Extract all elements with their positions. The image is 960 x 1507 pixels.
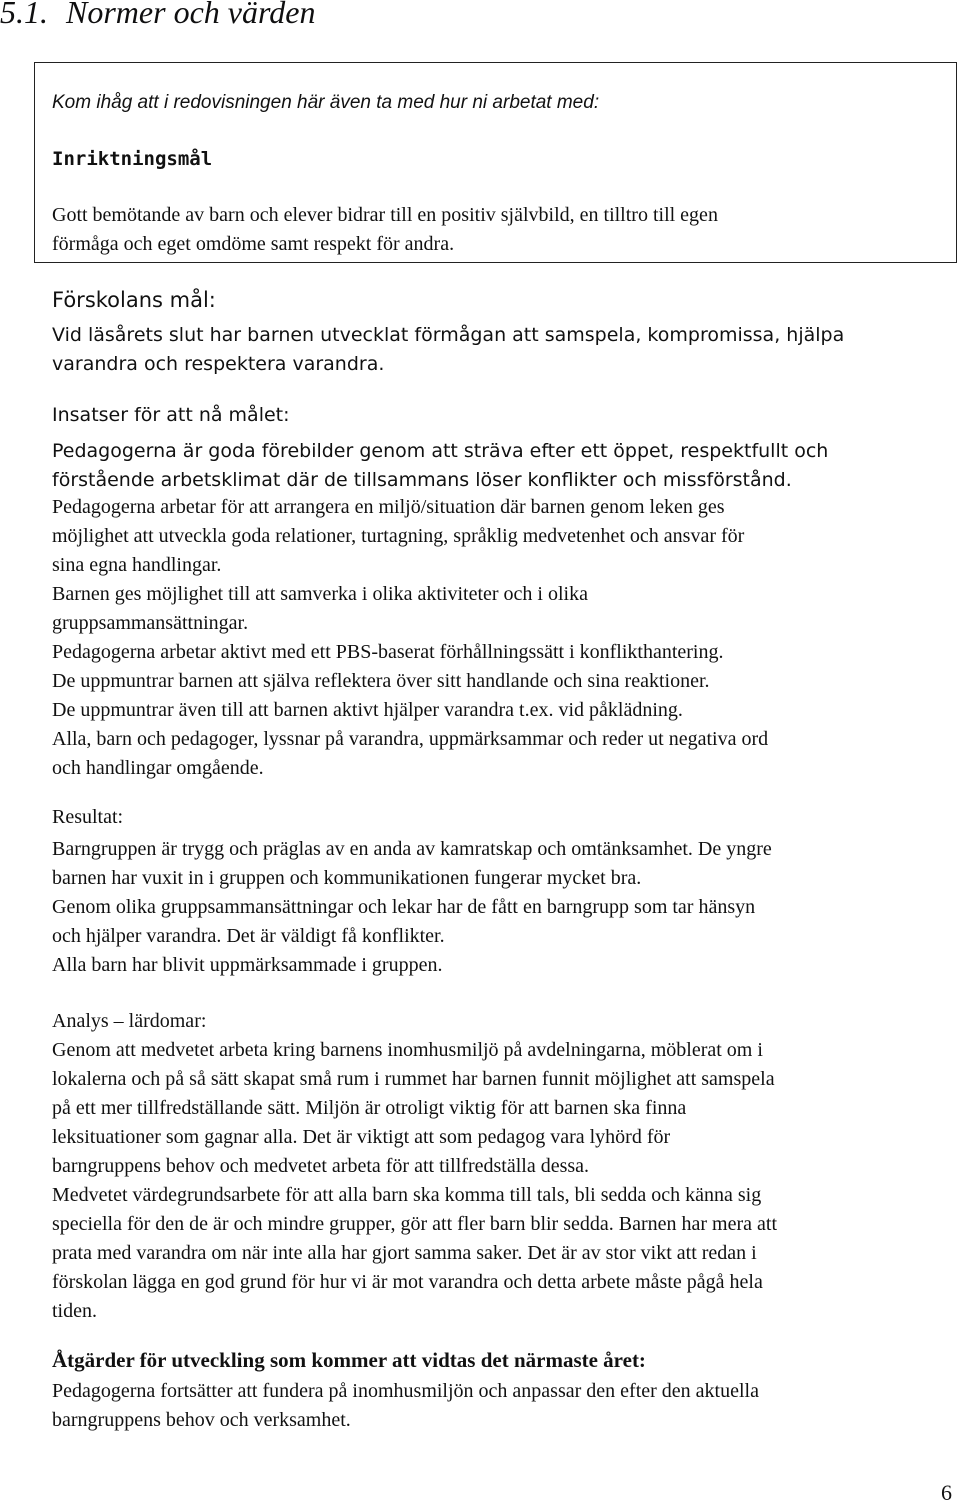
- text-line: speciella för den de är och mindre grupper, gör att fler barn blir sedda. Barnen har mera att: [52, 1213, 777, 1235]
- text-line: barngruppens behov och verksamhet.: [52, 1409, 351, 1431]
- page-number: 6: [941, 1480, 952, 1505]
- text-line: leksituationer som gagnar alla. Det är viktigt att som pedagog vara lyhörd för: [52, 1126, 671, 1148]
- text-line: på ett mer tillfredställande sätt. Miljön är otroligt viktig för att barnen ska finna: [52, 1097, 687, 1119]
- text-line: Vid läsårets slut har barnen utvecklat förmågan att samspela, kompromissa, hjälpa: [52, 324, 845, 346]
- text-line: förskolan lägga en god grund för hur vi är mot varandra och detta arbete måste pågå hela: [52, 1271, 763, 1293]
- text-line: förstående arbetsklimat där de tillsammans löser konflikter och missförstånd.: [52, 469, 792, 491]
- analys-text: [52, 1036, 777, 1326]
- text-line: gruppsammansättningar.: [52, 612, 249, 634]
- text-line: lokalerna och på så sätt skapat små rum i rummet har barnen funnit möjlighet att samspela: [52, 1068, 775, 1090]
- atgarder-heading: Åtgärder för utveckling som kommer att vidtas det närmaste året:: [52, 1348, 646, 1372]
- text-line: förmåga och eget omdöme samt respekt för andra.: [52, 233, 455, 255]
- page-title: [0, 0, 315, 31]
- atgarder-text: [52, 1377, 759, 1435]
- text-line: De uppmuntrar barnen att själva reflektera över sitt handlande och sina reaktioner.: [52, 670, 710, 692]
- text-line: varandra och respektera varandra.: [52, 353, 385, 375]
- text-line: tiden.: [52, 1300, 97, 1322]
- text-line: och hjälper varandra. Det är väldigt få konflikter.: [52, 925, 445, 947]
- box-right-border: [956, 62, 957, 262]
- text-line: barngruppens behov och medvetet arbeta för att tillfredställa dessa.: [52, 1155, 590, 1177]
- text-line: Barngruppen är trygg och präglas av en anda av kamratskap och omtänksamhet. De yngre: [52, 838, 772, 860]
- inriktningsmal-text: [52, 201, 718, 259]
- insatser-heading: Insatser för att nå målet:: [52, 404, 290, 426]
- text-line: Pedagogerna arbetar aktivt med ett PBS-baserat förhållningssätt i konflikthantering.: [52, 641, 724, 663]
- section-number: 5.1.: [0, 0, 48, 30]
- text-line: Pedagogerna är goda förebilder genom att sträva efter ett öppet, respektfullt och: [52, 440, 829, 462]
- text-line: Alla, barn och pedagoger, lyssnar på varandra, uppmärksammar och reder ut negativa ord: [52, 728, 769, 750]
- text-line: Medvetet värdegrundsarbete för att alla barn ska komma till tals, bli sedda och känna sig: [52, 1184, 762, 1206]
- text-line: Alla barn har blivit uppmärksammade i gruppen.: [52, 954, 443, 976]
- text-line: De uppmuntrar även till att barnen aktivt hjälper varandra t.ex. vid påklädning.: [52, 699, 683, 721]
- text-line: Genom att medvetet arbeta kring barnens inomhusmiljö på avdelningarna, möblerat om i: [52, 1039, 763, 1061]
- text-line: Barnen ges möjlighet till att samverka i olika aktiviteter och i olika: [52, 583, 588, 605]
- resultat-text: [52, 835, 772, 980]
- text-line: Genom olika gruppsammansättningar och lekar har de fått en barngrupp som tar hänsyn: [52, 896, 756, 918]
- insatser-text: [52, 493, 768, 783]
- box-note: Kom ihåg att i redovisningen här även ta med hur ni arbetat med:: [52, 92, 600, 113]
- box-left-border: [34, 62, 35, 262]
- text-line: prata med varandra om när inte alla har gjort samma saker. Det är av stor vikt att redan i: [52, 1242, 757, 1264]
- box-top-border: [34, 62, 957, 63]
- text-line: och handlingar omgående.: [52, 757, 264, 779]
- text-line: möjlighet att utveckla goda relationer, turtagning, språklig medvetenhet och ansvar för: [52, 525, 745, 547]
- text-line: barnen har vuxit in i gruppen och kommunikationen fungerar mycket bra.: [52, 867, 642, 889]
- resultat-heading: Resultat:: [52, 806, 124, 828]
- forskolans-mal-heading: Förskolans mål:: [52, 288, 216, 312]
- forskolans-mal-text: [52, 321, 844, 379]
- inriktningsmal-heading: Inriktningsmål: [52, 148, 213, 170]
- section-title: Normer och värden: [66, 0, 316, 30]
- text-line: sina egna handlingar.: [52, 554, 222, 576]
- analys-heading: Analys – lärdomar:: [52, 1010, 207, 1032]
- text-line: Pedagogerna fortsätter att fundera på inomhusmiljön och anpassar den efter den aktuella: [52, 1380, 759, 1402]
- text-line: Pedagogerna arbetar för att arrangera en miljö/situation där barnen genom leken ges: [52, 496, 725, 518]
- box-bottom-border: [34, 262, 957, 263]
- text-line: Gott bemötande av barn och elever bidrar till en positiv självbild, en tilltro till egen: [52, 204, 718, 226]
- insatser-text-intro: [52, 437, 828, 495]
